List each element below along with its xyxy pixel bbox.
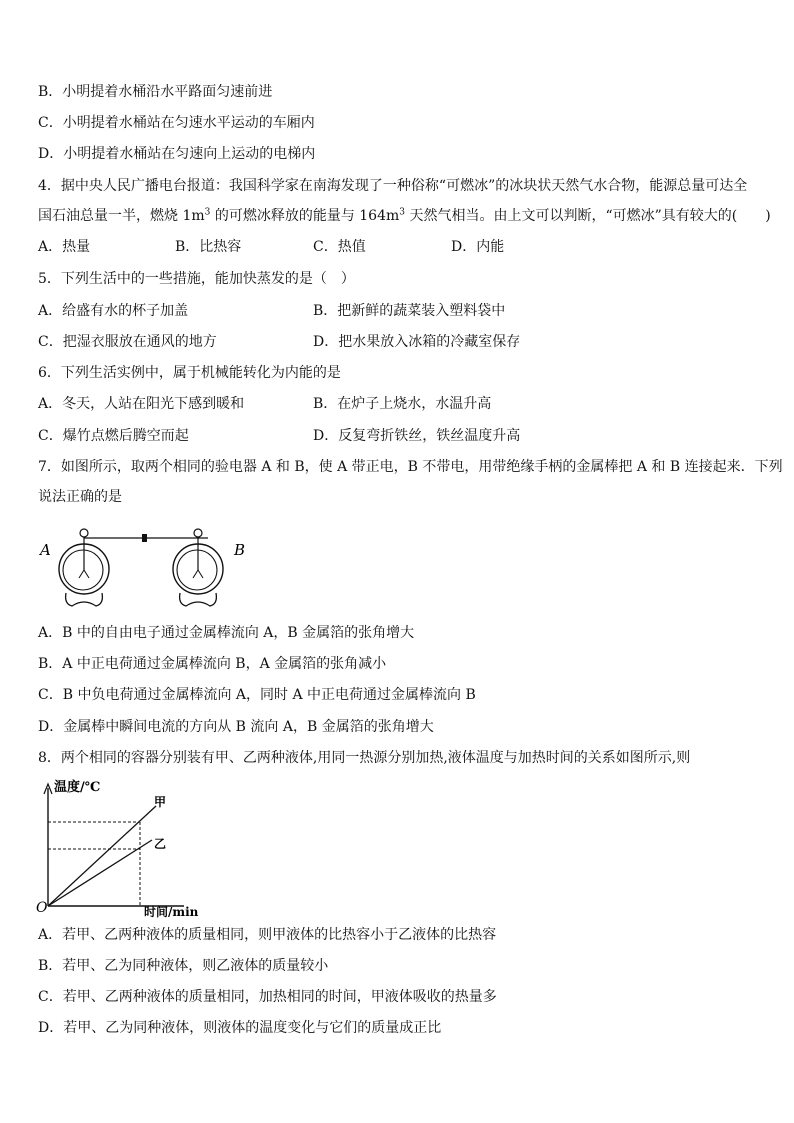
q5-option-a: A．给盛有水的杯子加盖 <box>38 303 189 319</box>
label-a: A <box>40 541 51 559</box>
label-b: B <box>234 541 246 559</box>
line-jia <box>48 806 156 906</box>
q3-option-c: C．小明提着水桶站在匀速水平运动的车厢内 <box>38 115 315 131</box>
y-axis-label: 温度/℃ <box>54 780 101 795</box>
q7-option-c: C．B 中负电荷通过金属棒流向 A，同时 A 中正电荷通过金属棒流向 B <box>38 687 476 703</box>
label-yi: 乙 <box>154 837 167 851</box>
x-axis-label: 时间/min <box>144 905 199 918</box>
q8-option-c: C．若甲、乙两种液体的质量相同，加热相同的时间，甲液体吸收的热量多 <box>38 989 497 1005</box>
q4-stem-line2 <box>38 207 771 225</box>
q6-stem: 6．下列生活实例中，属于机械能转化为内能的是 <box>38 365 341 381</box>
q7-stem-line2: 说法正确的是 <box>38 489 122 505</box>
q7-option-d: D．金属棒中瞬间电流的方向从 B 流向 A，B 金属箔的张角增大 <box>38 719 434 735</box>
q7-option-b: B．A 中正电荷通过金属棒流向 B，A 金属箔的张角减小 <box>38 656 387 672</box>
q4-option-a: A．热量 <box>38 239 91 255</box>
q4-superscript-2: 3 <box>399 207 406 218</box>
q4-stem-part3: 天然气相当。由上文可以判断，“可燃冰”具有较大的( ) <box>405 208 771 224</box>
q4-stem-part1: 国石油总量一半，燃烧 1m <box>38 208 205 224</box>
q3-option-d: D．小明提着水桶站在匀速向上运动的电梯内 <box>38 146 316 162</box>
q3-option-b: B．小明提着水桶沿水平路面匀速前进 <box>38 84 273 100</box>
q8-option-a: A．若甲、乙两种液体的质量相同，则甲液体的比热容小于乙液体的比热容 <box>38 927 497 943</box>
q7-stem-line1: 7．如图所示，取两个相同的验电器 A 和 B，使 A 带正电，B 不带电，用带绝缘手柄的金属棒把 A 和 B 连接起来．下列 <box>38 459 783 475</box>
label-jia: 甲 <box>154 795 167 809</box>
origin-label: O <box>36 900 48 916</box>
q8-option-b: B．若甲、乙为同种液体，则乙液体的质量较小 <box>38 958 329 974</box>
q6-option-a: A．冬天，人站在阳光下感到暖和 <box>38 396 245 412</box>
q4-option-c: C．热值 <box>313 239 366 255</box>
q6-option-d: D．反复弯折铁丝，铁丝温度升高 <box>313 428 521 444</box>
q4-option-b: B．比热容 <box>175 239 242 255</box>
q5-option-b: B．把新鲜的蔬菜装入塑料袋中 <box>313 303 506 319</box>
q4-option-d: D．内能 <box>451 239 505 255</box>
q6-option-c: C．爆竹点燃后腾空而起 <box>38 428 189 444</box>
q4-stem-line1: 4．据中央人民广播电台报道：我国科学家在南海发现了一种俗称“可燃冰”的冰块状天然气水合物，能源总量可达全 <box>38 178 748 194</box>
temperature-time-graph <box>34 776 204 918</box>
q5-option-d: D．把水果放入冰箱的冷藏室保存 <box>313 334 521 350</box>
q7-option-a: A．B 中的自由电子通过金属棒流向 A，B 金属箔的张角增大 <box>38 625 415 641</box>
insulating-handle <box>142 534 147 542</box>
q5-stem: 5．下列生活中的一些措施，能加快蒸发的是（ ） <box>38 271 355 287</box>
q6-option-b: B．在炉子上烧水，水温升高 <box>313 396 492 412</box>
q5-option-c: C．把湿衣服放在通风的地方 <box>38 334 217 350</box>
q4-stem-part2: 的可燃冰释放的能量与 164m <box>210 208 400 224</box>
q8-option-d: D．若甲、乙为同种液体，则液体的温度变化与它们的质量成正比 <box>38 1020 442 1036</box>
electroscope-figure <box>36 518 260 616</box>
electroscope-a <box>59 529 109 606</box>
electroscope-b <box>173 529 223 606</box>
q4-superscript-1: 3 <box>204 207 211 218</box>
q8-stem: 8．两个相同的容器分别装有甲、乙两种液体,用同一热源分别加热,液体温度与加热时间的关系如图所示,则 <box>38 750 691 766</box>
line-yi <box>48 840 152 906</box>
